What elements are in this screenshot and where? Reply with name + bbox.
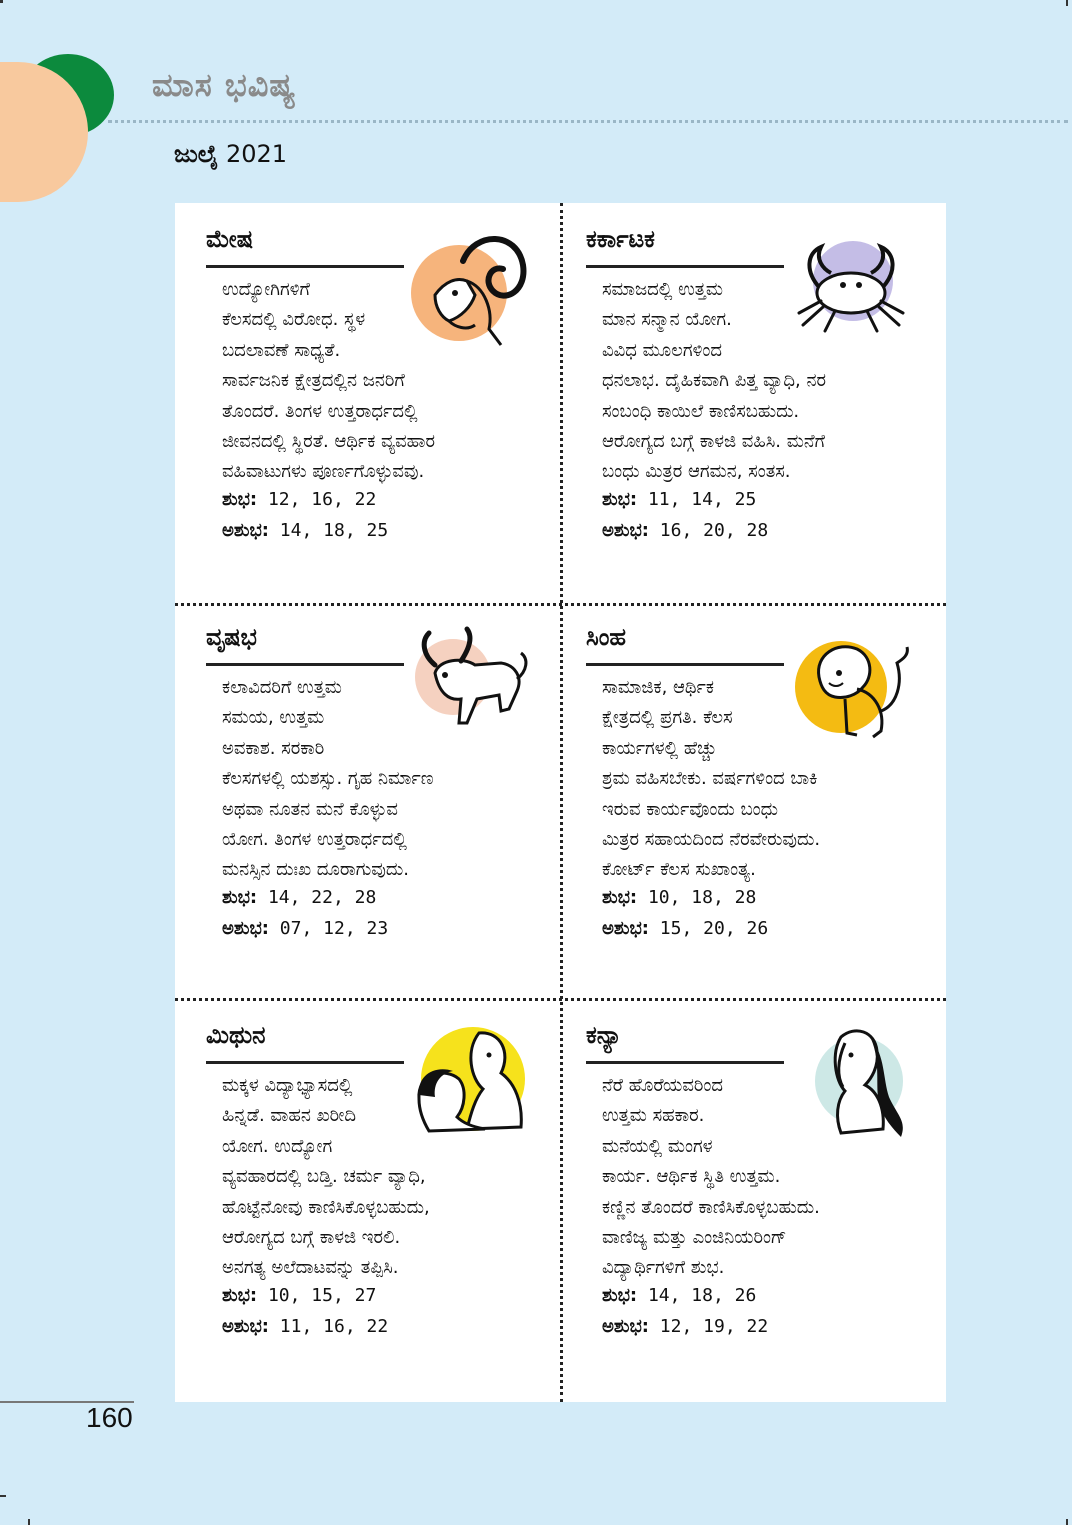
lucky-label: ಶುಭ: xyxy=(222,1285,258,1306)
unlucky-values: 16, 20, 28 xyxy=(659,520,769,541)
crop-mark xyxy=(0,1495,6,1497)
sign-name: ಕರ್ಕಾಟಕ xyxy=(586,225,655,253)
description-line: ವಾಣಿಜ್ಯ ಮತ್ತು ಎಂಜಿನಿಯರಿಂಗ್ xyxy=(602,1227,787,1249)
description-line: ಬದಲಾವಣೆ ಸಾಧ್ಯತೆ. xyxy=(222,339,341,361)
sign-name: ಮಿಥುನ xyxy=(206,1021,266,1049)
description-line: ಅಥವಾ ನೂತನ ಮನೆ ಕೊಳ್ಳುವ xyxy=(222,798,398,820)
crop-mark xyxy=(28,1519,30,1525)
lucky-dates xyxy=(602,1285,756,1306)
horoscope-panel xyxy=(175,203,946,1402)
unlucky-label: ಅಶುಭ: xyxy=(222,520,269,541)
description-line: ಜೀವನದಲ್ಲಿ ಸ್ಥಿರತೆ. ಆರ್ಥಿಕ ವ್ಯವಹಾರ xyxy=(222,431,436,453)
unlucky-dates xyxy=(222,918,388,939)
description-line: ಹೊಟ್ಟೆನೋವು ಕಾಣಿಸಿಕೊಳ್ಳಬಹುದು, xyxy=(222,1196,430,1218)
sign-name: ವೃಷಭ xyxy=(206,623,257,651)
description-line: ವಿವಿಧ ಮೂಲಗಳಿಂದ xyxy=(602,339,722,361)
sign-description xyxy=(222,275,552,488)
sign-underline xyxy=(206,1061,404,1064)
description-line: ಕಣ್ಣಿನ ತೊಂದರೆ ಕಾಣಿಸಿಕೊಳ್ಳಬಹುದು. xyxy=(602,1196,820,1218)
sign-underline xyxy=(586,265,784,268)
sign-card-mithuna xyxy=(175,999,560,1397)
sign-name: ಕನ್ಯಾ xyxy=(586,1021,622,1049)
description-line: ಬಂಧು ಮಿತ್ರರ ಆಗಮನ, ಸಂತಸ. xyxy=(602,461,791,483)
description-line: ಕಾರ್ಯಗಳಲ್ಲಿ ಹೆಚ್ಚು xyxy=(602,737,717,759)
crop-mark xyxy=(1066,1519,1068,1525)
unlucky-values: 11, 16, 22 xyxy=(279,1316,389,1337)
lucky-values: 14, 22, 28 xyxy=(267,887,377,908)
description-line: ಮನೆಯಲ್ಲಿ ಮಂಗಳ xyxy=(602,1135,713,1157)
description-line: ಧನಲಾಭ. ದೈಹಿಕವಾಗಿ ಪಿತ್ತ ವ್ಯಾಧಿ, ನರ xyxy=(602,370,827,392)
description-line: ತೊಂದರೆ. ತಿಂಗಳ ಉತ್ತರಾರ್ಧದಲ್ಲಿ xyxy=(222,400,418,422)
description-line: ಕಾರ್ಯ. ಆರ್ಥಿಕ ಸ್ಥಿತಿ ಉತ್ತಮ. xyxy=(602,1166,781,1188)
description-line: ವಿದ್ಯಾರ್ಥಿಗಳಿಗೆ ಶುಭ. xyxy=(602,1257,725,1279)
sign-underline xyxy=(586,1061,784,1064)
description-line: ವ್ಯವಹಾರದಲ್ಲಿ ಬಡ್ತಿ. ಚರ್ಮ ವ್ಯಾಧಿ, xyxy=(222,1166,426,1188)
sign-card-mesha xyxy=(175,203,560,601)
page-number: 160 xyxy=(86,1402,133,1433)
unlucky-dates xyxy=(222,520,388,541)
unlucky-values: 15, 20, 26 xyxy=(659,918,769,939)
sign-description xyxy=(222,1071,552,1284)
description-line: ಅನಗತ್ಯ ಅಲೆದಾಟವನ್ನು ತಪ್ಪಿಸಿ. xyxy=(222,1257,399,1279)
sign-description xyxy=(602,673,932,886)
unlucky-dates xyxy=(602,1316,768,1337)
description-line: ಸಾಮಾಜಿಕ, ಆರ್ಥಿಕ xyxy=(602,677,714,698)
crop-mark xyxy=(0,0,3,3)
sign-card-vrishabha xyxy=(175,601,560,999)
header-dotted-rule xyxy=(108,120,1068,123)
lucky-values: 10, 15, 27 xyxy=(267,1285,377,1306)
sign-underline xyxy=(206,265,404,268)
sign-name: ಮೇಷ xyxy=(206,225,254,253)
lucky-label: ಶುಭ: xyxy=(602,1285,638,1306)
lucky-dates xyxy=(222,887,376,908)
description-line: ಶ್ರಮ ವಹಿಸಬೇಕು. ವರ್ಷಗಳಿಂದ ಬಾಕಿ xyxy=(602,768,818,790)
description-line: ಅವಕಾಶ. ಸರಕಾರಿ xyxy=(222,737,325,759)
lucky-label: ಶುಭ: xyxy=(602,887,638,908)
description-line: ನೆರೆ ಹೊರೆಯವರಿಂದ xyxy=(602,1075,723,1096)
description-line: ಕೋರ್ಟ್ ಕೆಲಸ ಸುಖಾಂತ್ಯ. xyxy=(602,859,756,881)
lucky-values: 11, 14, 25 xyxy=(647,489,757,510)
year: 2021 xyxy=(225,140,288,168)
description-line: ಸಮಾಜದಲ್ಲಿ ಉತ್ತಮ xyxy=(602,279,723,300)
description-line: ಕಲಾವಿದರಿಗೆ ಉತ್ತಮ xyxy=(222,677,342,698)
description-line: ವಹಿವಾಟುಗಳು ಪೂರ್ಣಗೊಳ್ಳುವವು. xyxy=(222,461,425,483)
unlucky-values: 14, 18, 25 xyxy=(279,520,389,541)
sign-underline xyxy=(586,663,784,666)
sign-description xyxy=(222,673,552,886)
month-name: ಜುಲೈ xyxy=(174,140,219,168)
description-line: ಮಕ್ಕಳ ವಿದ್ಯಾಭ್ಯಾಸದಲ್ಲಿ xyxy=(222,1075,353,1096)
unlucky-values: 12, 19, 22 xyxy=(659,1316,769,1337)
description-line: ಮನಸ್ಸಿನ ದುಃಖ ದೂರಾಗುವುದು. xyxy=(222,859,409,881)
unlucky-values: 07, 12, 23 xyxy=(279,918,389,939)
description-line: ಮಿತ್ರರ ಸಹಾಯದಿಂದ ನೆರವೇರುವುದು. xyxy=(602,829,821,851)
sign-card-karkataka xyxy=(555,203,940,601)
lucky-label: ಶುಭ: xyxy=(222,489,258,510)
description-line: ಕೆಲಸದಲ್ಲಿ ವಿರೋಧ. ಸ್ಥಳ xyxy=(222,309,366,331)
lucky-dates xyxy=(602,887,756,908)
lucky-values: 12, 16, 22 xyxy=(267,489,377,510)
lucky-dates xyxy=(222,489,376,510)
sign-description xyxy=(602,275,932,488)
lucky-dates xyxy=(602,489,756,510)
description-line: ಹಿನ್ನಡೆ. ವಾಹನ ಖರೀದಿ xyxy=(222,1105,356,1127)
sign-name: ಸಿಂಹ xyxy=(586,623,627,651)
sign-description xyxy=(602,1071,932,1284)
description-line: ಆರೋಗ್ಯದ ಬಗ್ಗೆ ಕಾಳಜಿ ಇರಲಿ. xyxy=(222,1227,401,1249)
lucky-values: 14, 18, 26 xyxy=(647,1285,757,1306)
unlucky-label: ಅಶುಭ: xyxy=(602,918,649,939)
description-line: ಇರುವ ಕಾರ್ಯವೊಂದು ಬಂಧು xyxy=(602,798,778,820)
sign-card-simha xyxy=(555,601,940,999)
description-line: ಯೋಗ. ಉದ್ಯೋಗ xyxy=(222,1135,333,1157)
unlucky-label: ಅಶುಭ: xyxy=(602,520,649,541)
unlucky-dates xyxy=(602,520,768,541)
description-line: ಸಂಬಂಧಿ ಕಾಯಿಲೆ ಕಾಣಿಸಬಹುದು. xyxy=(602,400,800,422)
section-title: ಮಾಸ ಭವಿಷ್ಯ xyxy=(152,66,297,104)
lucky-label: ಶುಭ: xyxy=(222,887,258,908)
sign-card-kanya xyxy=(555,999,940,1397)
lucky-dates xyxy=(222,1285,376,1306)
description-line: ಯೋಗ. ತಿಂಗಳ ಉತ್ತರಾರ್ಧದಲ್ಲಿ xyxy=(222,829,407,851)
description-line: ಕ್ಷೇತ್ರದಲ್ಲಿ ಪ್ರಗತಿ. ಕೆಲಸ xyxy=(602,707,733,729)
description-line: ಸಾರ್ವಜನಿಕ ಕ್ಷೇತ್ರದಲ್ಲಿನ ಜನರಿಗೆ xyxy=(222,370,405,392)
month-heading xyxy=(174,140,287,168)
lucky-label: ಶುಭ: xyxy=(602,489,638,510)
sign-underline xyxy=(206,663,404,666)
description-line: ಉತ್ತಮ ಸಹಕಾರ. xyxy=(602,1105,705,1127)
description-line: ಕೆಲಸಗಳಲ್ಲಿ ಯಶಸ್ಸು. ಗೃಹ ನಿರ್ಮಾಣ xyxy=(222,768,434,790)
description-line: ಮಾನ ಸನ್ಮಾನ ಯೋಗ. xyxy=(602,309,732,331)
lucky-values: 10, 18, 28 xyxy=(647,887,757,908)
crop-mark xyxy=(1066,0,1068,6)
description-line: ಉದ್ಯೋಗಿಗಳಿಗೆ xyxy=(222,279,311,300)
unlucky-dates xyxy=(602,918,768,939)
description-line: ಸಮಯ, ಉತ್ತಮ xyxy=(222,707,325,729)
unlucky-dates xyxy=(222,1316,388,1337)
unlucky-label: ಅಶುಭ: xyxy=(222,1316,269,1337)
description-line: ಆರೋಗ್ಯದ ಬಗ್ಗೆ ಕಾಳಜಿ ವಹಿಸಿ. ಮನೆಗೆ xyxy=(602,431,826,453)
unlucky-label: ಅಶುಭ: xyxy=(222,918,269,939)
unlucky-label: ಅಶುಭ: xyxy=(602,1316,649,1337)
